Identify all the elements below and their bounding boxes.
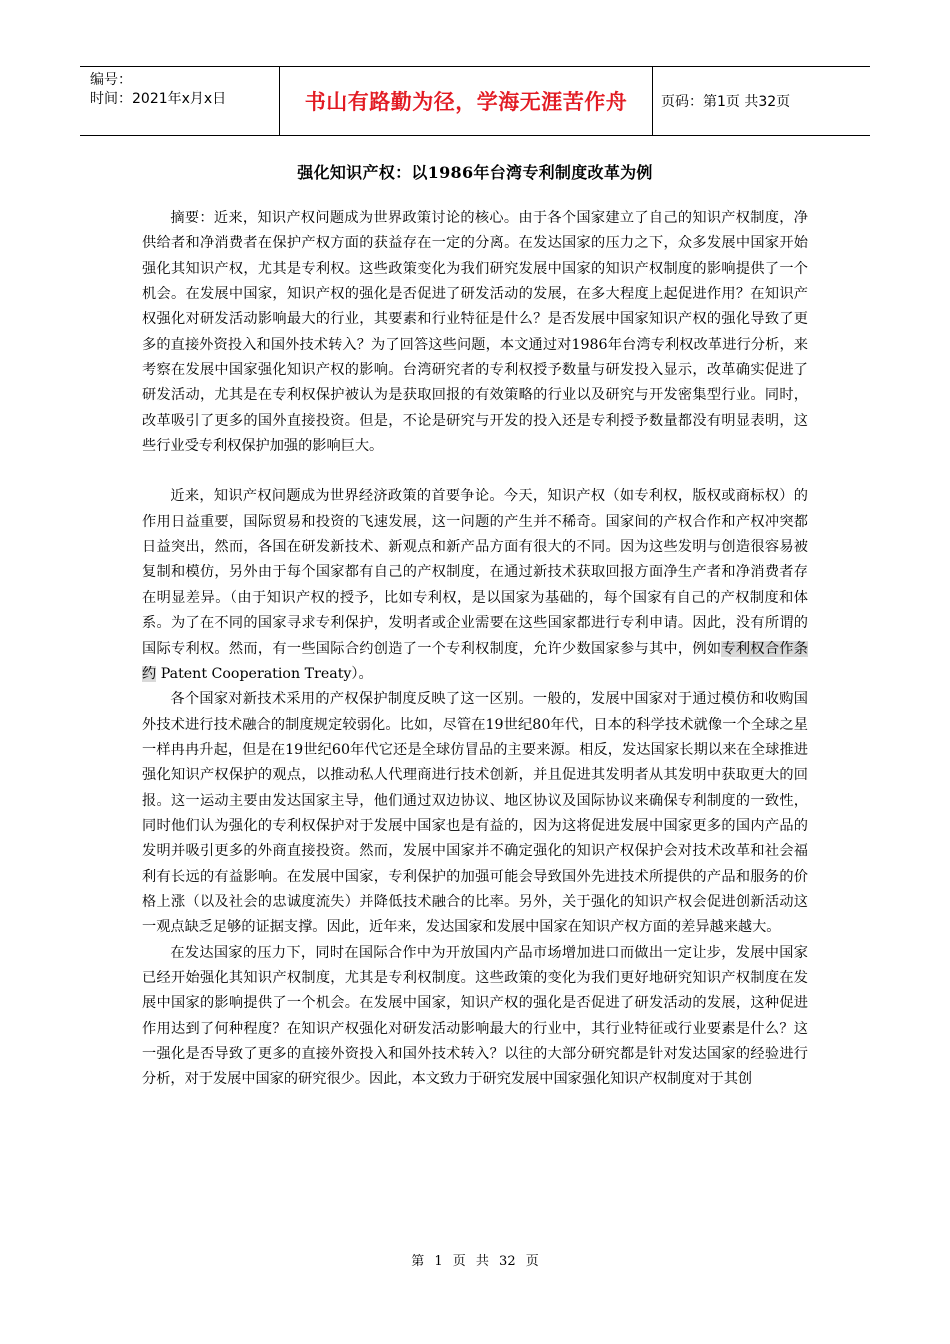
paragraph-1-tail: Patent Cooperation Treaty）。 bbox=[156, 665, 373, 682]
header-table bbox=[80, 66, 870, 136]
document-body bbox=[142, 206, 808, 1093]
page-footer: 第 1 页 共 32 页 bbox=[411, 1254, 539, 1269]
paragraph-1-text: 近来，知识产权问题成为世界经济政策的首要争论。今天，知识产权（如专利权，版权或商标权）的作用日益重要，国际贸易和投资的飞速发展，这一问题的产生并不稀奇。国家间的产权合作和产权冲突都日益突出，然而，各国在研发新技术、新观点和新产品方面有很大的不同。因为这些发明与创造很容易被复制和模仿，另外由于每个国家都有自己的产权制度，在通过新技术获取回报方面净生产者和净消费者存在明显差异。（由于知识产权的授予，比如专利权，是以国家为基础的，每个国家有自己的产权制度和体系。为了在不同的国家寻求专利保护，发明者或企业需要在这些国家都进行专利申请。因此，没有所谓的国际专利权。然而，有一些国际合约创造了一个专利权制度，允许少数国家参与其中，例如 bbox=[142, 488, 808, 657]
date-label: 时间：2021年x月x日 bbox=[90, 91, 227, 107]
body-paragraph-3: 在发达国家的压力下，同时在国际合作中为开放国内产品市场增加进口而做出一定让步，发展中国家已经开始强化其知识产权制度，尤其是专利权制度。这些政策的变化为我们更好地研究知识产权制度在发展中国家的影响提供了一个机会。在发展中国家，知识产权的强化是否促进了研发活动的发展，这种促进作用达到了何种程度？在知识产权强化对研发活动影响最大的行业中，其行业特征或行业要素是什么？这一强化是否导致了更多的直接外资投入和国外技术转入？以往的大部分研究都是针对发达国家的经验进行分析，对于发展中国家的研究很少。因此，本文致力于研究发展中国家强化知识产权制度对于其创 bbox=[142, 944, 808, 1088]
document-title: 强化知识产权：以1986年台湾专利制度改革为例 bbox=[297, 163, 653, 182]
abstract-paragraph: 摘要：近来，知识产权问题成为世界政策讨论的核心。由于各个国家建立了自己的知识产权制度，净供给者和净消费者在保护产权方面的获益存在一定的分离。在发达国家的压力之下，众多发展中国家开始强化其知识产权，尤其是专利权。这些政策变化为我们研究发展中国家的知识产权制度的影响提供了一个机会。在发展中国家，知识产权的强化是否促进了研发活动的发展，在多大程度上起促进作用？在知识产权强化对研发活动影响最大的行业，其要素和行业特征是什么？是否发展中国家知识产权的强化导致了更多的直接外资投入和国外技术转入？为了回答这些问题，本文通过对1986年台湾专利权改革进行分析，来考察在发展中国家强化知识产权的影响。台湾研究者的专利权授予数量与研发投入显示，改革确实促进了研发活动，尤其是在专利权保护被认为是获取回报的有效策略的行业以及研究与开发密集型行业。同时，改革吸引了更多的国外直接投资。但是，不论是研究与开发的投入还是专利授予数量都没有明显表明，这些行业受专利权保护加强的影响巨大。 bbox=[142, 210, 808, 455]
header-page-info: 页码：第1页 共32页 bbox=[661, 94, 791, 110]
body-paragraph-2: 各个国家对新技术采用的产权保护制度反映了这一区别。一般的，发展中国家对于通过模仿和收购国外技术进行技术融合的制度规定较弱化。比如，尽管在19世纪80年代，日本的科学技术就像一个全球之星一样冉冉升起，但是在19世纪60年代它还是全球仿冒品的主要来源。相反，发达国家长期以来在全球推进强化知识产权保护的观点，以推动私人代理商进行技术创新，并且促进其发明者从其发明中获取更大的回报。这一运动主要由发达国家主导，他们通过双边协议、地区协议及国际协议来确保专利制度的一致性，同时他们认为强化的专利权保护对于发展中国家也是有益的，因为这将促进发展中国家更多的国内产品的发明并吸引更多的外商直接投资。然而，发展中国家并不确定强化的知识产权保护会对技术改革和社会福利有长远的有益影响。在发展中国家，专利保护的加强可能会导致国外先进技术所提供的产品和服务的价格上涨（以及社会的忠诚度流失）并降低技术融合的比率。另外，关于强化的知识产权会促进创新活动这一观点缺乏足够的证据支撑。因此，近年来，发达国家和发展中国家在知识产权方面的差异越来越大。 bbox=[142, 691, 808, 936]
highlighted-term: 专利权合作条约 bbox=[142, 640, 808, 682]
header-meta bbox=[80, 67, 280, 135]
body-paragraph-1 bbox=[142, 484, 808, 687]
number-label: 编号： bbox=[90, 72, 132, 88]
header-motto: 书山有路勤为径，学海无涯苦作舟 bbox=[280, 67, 653, 135]
